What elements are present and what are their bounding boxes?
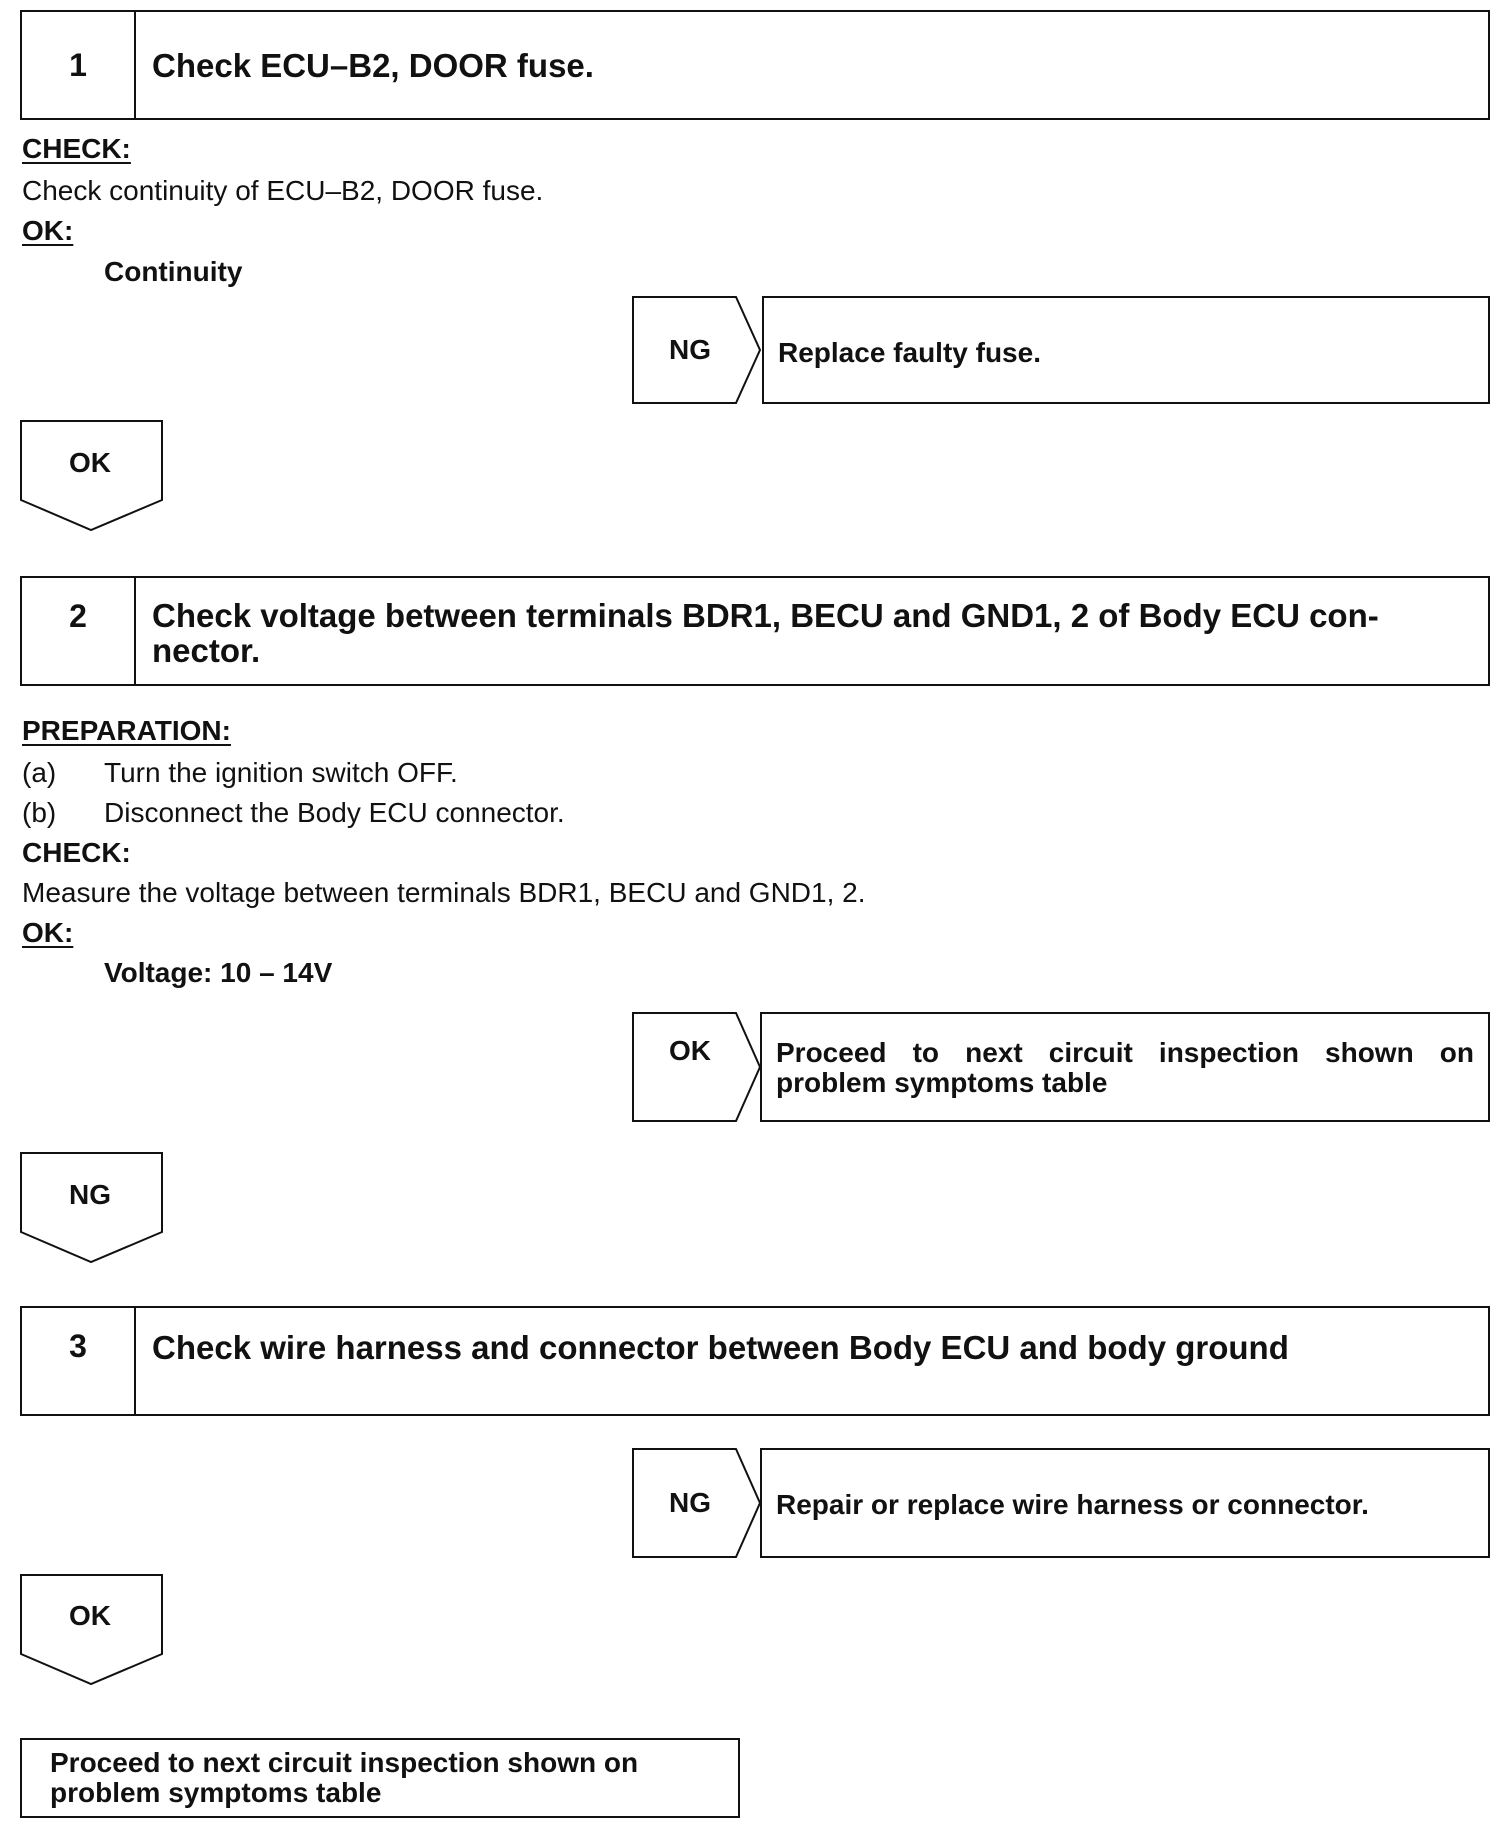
step-2-ok-result-line2: problem symptoms table (776, 1067, 1108, 1098)
step-2-prep-b-marker: (b) (22, 797, 57, 828)
step-2-prep-b-text: Disconnect the Body ECU connector. (104, 797, 565, 828)
step-2-prep-a-marker: (a) (22, 757, 57, 788)
step-2-header (20, 576, 1490, 686)
step-3-down-label: OK (69, 1600, 111, 1631)
step-3-header (20, 1306, 1490, 1416)
step-3-number: 3 (22, 1308, 136, 1414)
step-1-ng-result-text: Replace faulty fuse. (778, 337, 1041, 368)
step-2-down-label: NG (69, 1179, 111, 1210)
step-2-ok-label-branch: OK (669, 1035, 711, 1066)
step-2-ok-label: OK: (22, 917, 74, 948)
final-result-line1: Proceed to next circuit inspection shown on (50, 1747, 639, 1778)
final-result-line2: problem symptoms table (50, 1777, 382, 1808)
step-1-down-label: OK (69, 447, 111, 478)
step-2-title-line1: Check voltage between terminals BDR1, BECU and GND1, 2 of Body ECU con- (152, 597, 1379, 634)
step-2-ok-arrow-box (632, 1012, 762, 1122)
step-2-prep-a-text: Turn the ignition switch OFF. (104, 757, 458, 788)
step-2-title-line2: nector. (152, 632, 261, 669)
final-result-box (20, 1738, 740, 1818)
step-1-ok-label: OK: (22, 215, 74, 246)
step-1-number: 1 (22, 12, 136, 118)
step-2-check-text: Measure the voltage between terminals BDR1, BECU and GND1, 2. (22, 877, 866, 908)
step-1-ng-label: NG (669, 334, 711, 365)
step-2-number: 2 (22, 578, 136, 684)
step-3-ng-result-text: Repair or replace wire harness or connector. (776, 1489, 1369, 1520)
step-2-preparation-label: PREPARATION: (22, 715, 231, 746)
step-1-title: Check ECU–B2, DOOR fuse. (152, 47, 594, 84)
step-1-check-label: CHECK: (22, 133, 131, 164)
step-2-ok-result (760, 1012, 1490, 1122)
step-1-ok-value: Continuity (104, 256, 243, 287)
step-2-check-label: CHECK: (22, 837, 131, 868)
step-1-check-text: Check continuity of ECU–B2, DOOR fuse. (22, 175, 544, 206)
step-1-header (20, 10, 1490, 120)
step-1-ng-result (762, 296, 1490, 404)
step-2-ok-value: Voltage: 10 – 14V (104, 957, 333, 988)
step-3-ng-result (760, 1448, 1490, 1558)
step-3-title: Check wire harness and connector between Body ECU and body ground (152, 1329, 1289, 1366)
step-2-title (152, 598, 1468, 668)
step-2-ok-result-line1: Proceed to next circuit inspection shown on (776, 1037, 1474, 1068)
step-3-ng-label: NG (669, 1487, 711, 1518)
